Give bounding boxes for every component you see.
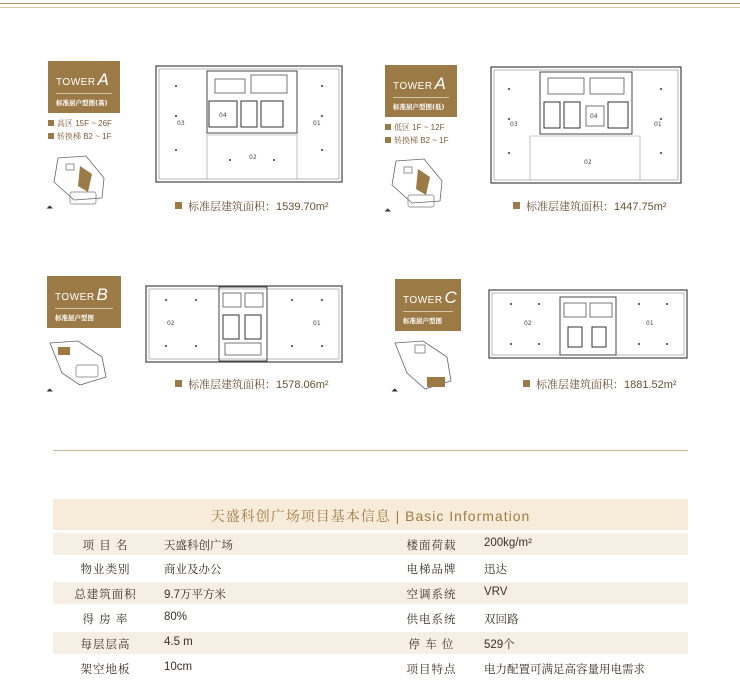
table-row [53,533,688,555]
unit-label: 02 [584,159,592,166]
tower-a-high-note-2: 转换梯 B2 ~ 1F [48,131,111,142]
row-value: VRV [484,586,508,598]
row-key: 空调系统 [406,589,457,601]
row-value: 200kg/m² [484,537,532,549]
table-row [53,632,688,654]
tower-b-area: 标准层建筑面积：1578.06m² [175,376,329,392]
svg-text:⏶: ⏶ [391,386,399,396]
tower-letter: A [97,70,110,89]
tower-word: TOWER [55,292,95,303]
row-key: 得 房 率 [82,614,129,626]
unit-label: 02 [524,320,532,327]
tower-a-low-note-1: 低区 1F ~ 12F [385,122,444,133]
tower-c-floor-plan [488,289,688,359]
tower-word: TOWER [56,77,96,88]
table-row [53,607,688,629]
unit-label: 01 [646,320,654,327]
svg-text:⏶: ⏶ [384,206,392,216]
row-value: 天盛科创广场 [164,540,233,552]
row-key: 电梯品牌 [406,564,457,576]
svg-text:⏶: ⏶ [46,386,54,396]
row-value: 双回路 [484,614,519,626]
badge-divider [403,311,453,312]
table-row [53,557,688,579]
tower-a-high-floor-plan [155,65,343,183]
table-row [53,582,688,604]
row-value: 迅达 [484,564,507,576]
row-value: 529个 [484,639,515,651]
tower-b-site-map [40,337,122,399]
row-key: 总建筑面积 [74,589,137,601]
tower-c-badge [395,279,461,331]
row-key: 楼面荷载 [406,540,457,552]
row-value: 电力配置可满足高容量用电需求 [484,664,645,676]
tower-a-high-badge [48,61,120,113]
row-value: 商业及办公 [164,564,222,576]
tower-a-low-floor-plan [490,66,682,184]
tower-subtitle: 标准层户型图(低) [393,103,445,111]
unit-label: 03 [177,120,185,127]
row-key: 物业类别 [80,564,131,576]
tower-letter: B [96,285,109,304]
badge-divider [56,93,112,94]
row-value: 80% [164,611,188,623]
tower-c-area: 标准层建筑面积：1881.52m² [523,376,677,392]
tower-word: TOWER [393,81,433,92]
tower-letter: C [444,288,458,307]
info-table-header [53,499,688,530]
tower-subtitle: 标准层户型图 [403,317,442,325]
tower-subtitle: 标准层户型图(高) [56,99,108,107]
info-table-title: 天盛科创广场项目基本信息 | Basic Information [210,508,531,524]
unit-label: 01 [313,320,321,327]
tower-a-low-site-map [378,155,458,221]
tower-word: TOWER [403,295,443,306]
tower-letter: A [434,74,447,93]
unit-label: 02 [167,320,175,327]
row-value: 4.5 m [164,636,193,648]
unit-label: 03 [510,121,518,128]
svg-text:⏶: ⏶ [46,203,54,213]
row-value: 10cm [164,661,193,673]
unit-label: 04 [219,112,227,119]
tower-subtitle: 标准层户型图 [55,314,94,322]
top-rule [0,3,740,4]
row-value: 9.7万平方米 [164,589,226,601]
tower-a-high-area: 标准层建筑面积：1539.70m² [175,198,329,214]
badge-divider [393,97,449,98]
unit-label: 04 [590,113,598,120]
row-key: 每层层高 [80,639,131,651]
row-key: 停 车 位 [408,639,455,651]
tower-a-low-area: 标准层建筑面积：1447.75m² [513,198,667,214]
badge-divider [55,308,113,309]
row-key: 架空地板 [80,664,131,676]
tower-a-high-note-1: 高区 15F ~ 26F [48,118,112,129]
tower-c-site-map [385,337,467,399]
row-key: 项 目 名 [82,540,129,552]
section-divider [53,450,688,451]
table-row [53,657,688,679]
unit-label: 01 [654,121,662,128]
tower-b-badge [47,276,121,328]
tower-a-low-badge [385,65,457,117]
unit-label: 01 [313,120,321,127]
top-rule-thin [0,7,740,8]
row-key: 项目特点 [406,664,457,676]
row-key: 供电系统 [406,614,457,626]
tower-b-floor-plan [145,285,343,363]
tower-a-high-site-map [40,152,120,218]
tower-a-low-note-2: 转换梯 B2 ~ 1F [385,135,448,146]
unit-label: 02 [249,154,257,161]
